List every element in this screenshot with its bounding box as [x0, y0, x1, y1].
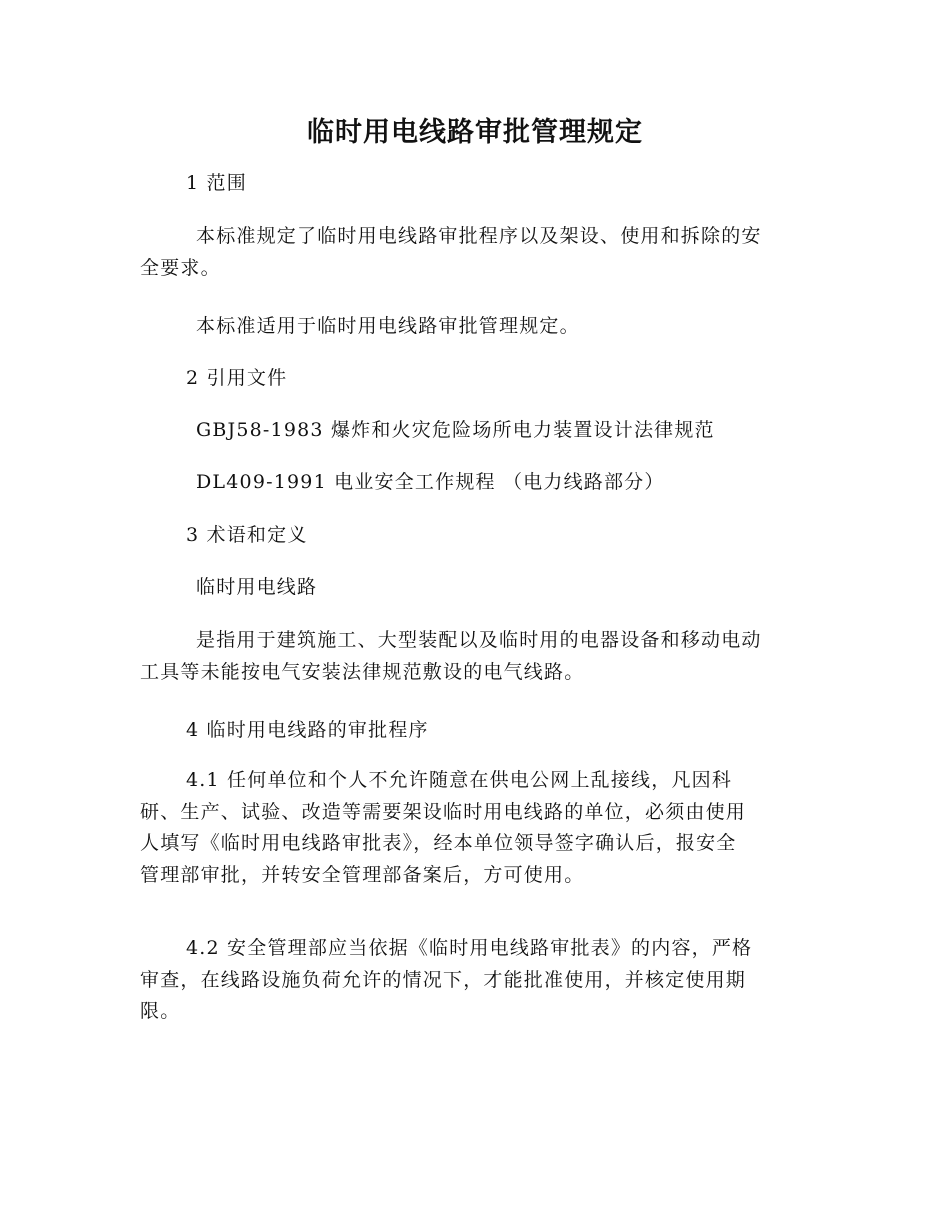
paragraph-line: 4.2 安全管理部应当依据《临时用电线路审批表》的内容，严格: [186, 937, 753, 959]
reference-item: DL409-1991 电业安全工作规程 （电力线路部分）: [196, 471, 665, 493]
document-title: 临时用电线路审批管理规定: [307, 117, 643, 148]
paragraph-line: 本标准规定了临时用电线路审批程序以及架设、使用和拆除的安: [196, 225, 762, 247]
term-name: 临时用电线路: [196, 576, 318, 598]
paragraph-line: 人填写《临时用电线路审批表》，经本单位领导签字确认后，报安全: [140, 832, 737, 854]
section-3-heading: 3 术语和定义: [186, 524, 308, 546]
paragraph-line: 工具等未能按电气安装法律规范敷设的电气线路。: [140, 660, 585, 683]
section-1-paragraph-2: 本标准适用于临时用电线路审批管理规定。: [196, 315, 580, 337]
reference-item: GBJ58-1983 爆炸和火灾危险场所电力装置设计法律规范: [196, 419, 715, 441]
paragraph-line: 管理部审批，并转安全管理部备案后，方可使用。: [140, 863, 585, 886]
paragraph-line: 是指用于建筑施工、大型装配以及临时用的电器设备和移动电动: [196, 629, 762, 651]
section-2-heading: 2 引用文件: [186, 367, 288, 389]
section-1-paragraph-1: [140, 221, 805, 283]
clause-4-1: [140, 765, 805, 890]
paragraph-line: 审查，在线路设施负荷允许的情况下，才能批准使用，并核定使用期: [140, 968, 747, 991]
clause-4-2: [140, 933, 805, 1026]
section-4-heading: 4 临时用电线路的审批程序: [186, 719, 429, 741]
paragraph-line: 研、生产、试验、改造等需要架设临时用电线路的单位，必须由使用: [140, 800, 747, 823]
paragraph-line: 限。: [140, 1000, 181, 1022]
paragraph-line: 4.1 任何单位和个人不允许随意在供电公网上乱接线，凡因科: [186, 769, 733, 791]
term-definition: [140, 625, 805, 687]
section-1-heading: 1 范围: [186, 172, 247, 194]
paragraph-line: 全要求。: [140, 256, 221, 279]
